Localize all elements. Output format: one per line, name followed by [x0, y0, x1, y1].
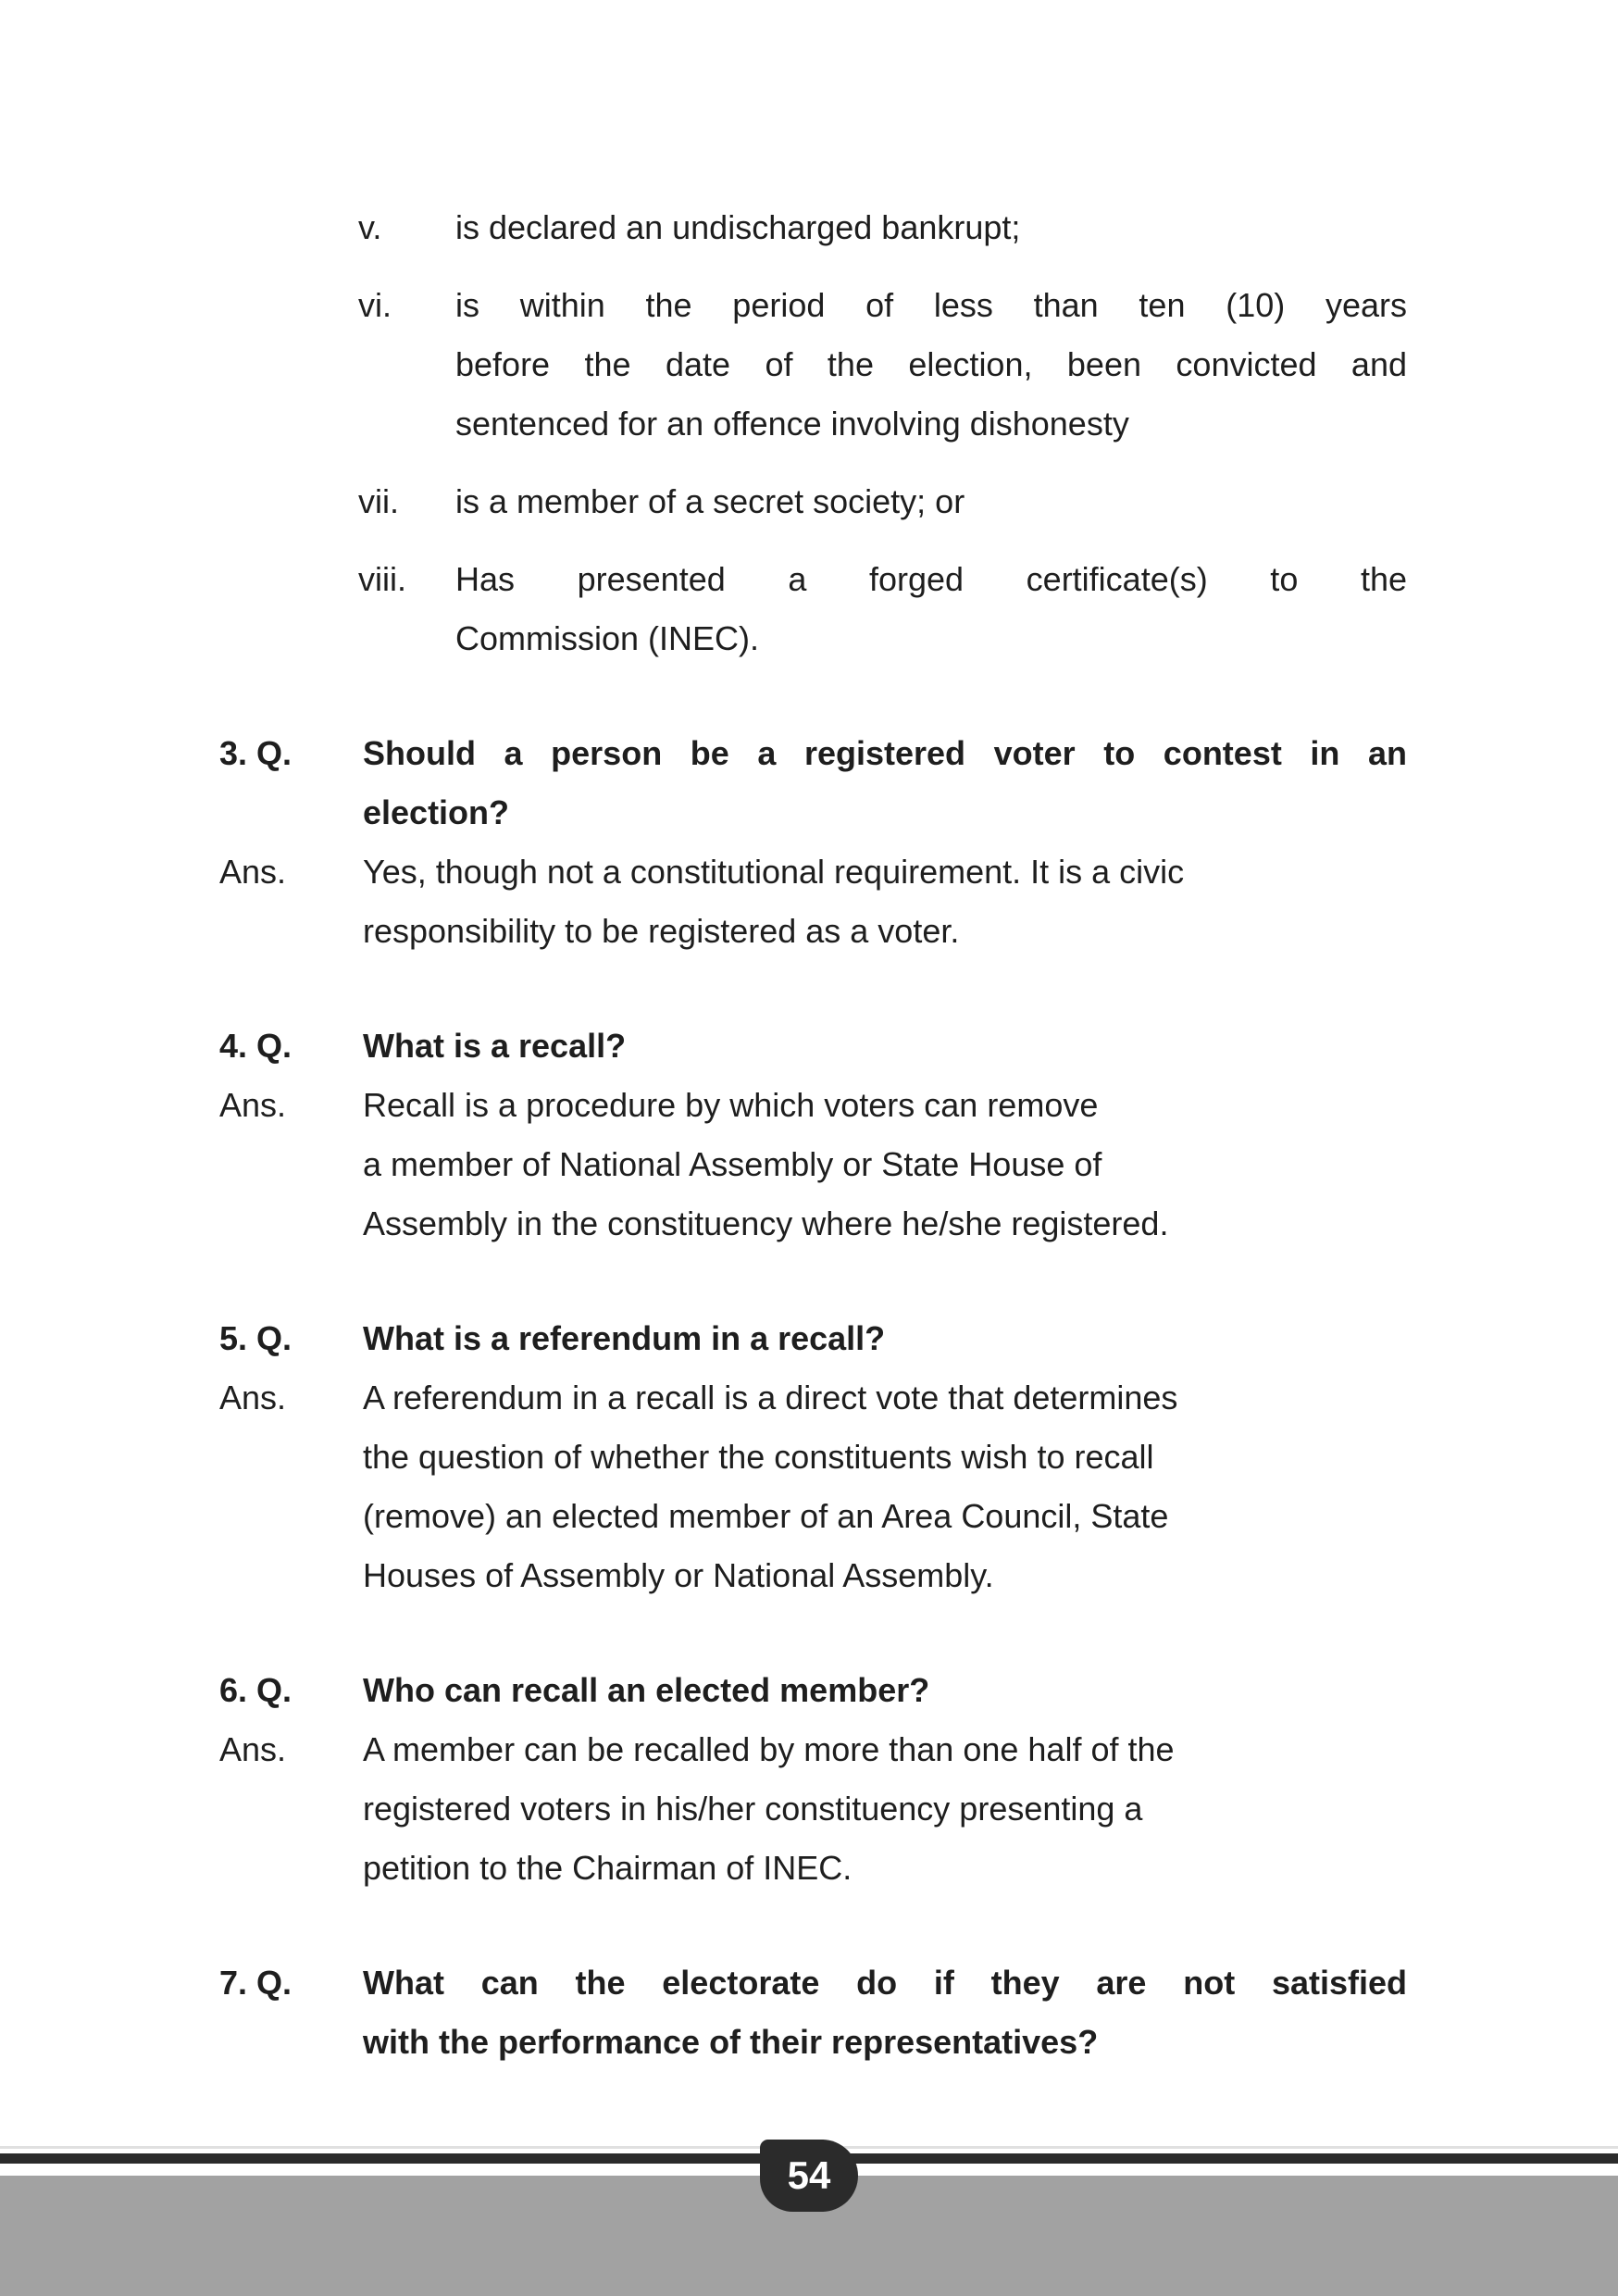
list-item-marker: v.	[358, 208, 382, 246]
answer-line: the question of whether the constituents wish to recall	[363, 1438, 1154, 1476]
list-item-marker: vii.	[358, 482, 399, 520]
list-item	[358, 472, 1407, 531]
list-item-line: Commission (INEC).	[455, 619, 760, 657]
list-item-text	[455, 198, 1407, 257]
list-item	[358, 276, 1407, 454]
question-number: 4. Q.	[219, 1027, 292, 1065]
answer-line: a member of National Assembly or State House of	[363, 1145, 1102, 1183]
question-line: Who can recall an elected member?	[363, 1671, 930, 1709]
answer-line: Yes, though not a constitutional requirement. It is a civic	[363, 853, 1185, 891]
list-item-line: is within the period of less than ten (10) years	[455, 286, 1407, 324]
answer-line: registered voters in his/her constituency presenting a	[363, 1790, 1143, 1828]
answer-row	[219, 1368, 1407, 1605]
question-row	[219, 724, 1407, 842]
question-line: What is a recall?	[363, 1027, 627, 1065]
answer-line: petition to the Chairman of INEC.	[363, 1849, 853, 1887]
list-item-marker: viii.	[358, 560, 406, 598]
disqualification-list	[0, 198, 1407, 668]
question-number: 5. Q.	[219, 1319, 292, 1357]
question-line: What can the electorate do if they are not satisfied	[363, 1964, 1407, 2002]
list-item-text	[455, 472, 1407, 531]
list-item-line: is a member of a secret society; or	[455, 482, 965, 520]
question-text	[363, 1953, 1407, 2072]
answer-text	[363, 842, 1407, 961]
list-item	[358, 550, 1407, 668]
answer-row	[219, 842, 1407, 961]
question-text	[363, 1309, 1407, 1368]
question-row	[219, 1953, 1407, 2072]
answer-label: Ans.	[219, 1379, 287, 1416]
answer-line: Houses of Assembly or National Assembly.	[363, 1556, 994, 1594]
question-line: Should a person be a registered voter to contest in an	[363, 734, 1407, 772]
list-item-line: Has presented a forged certificate(s) to the	[455, 560, 1407, 598]
question-text	[363, 1017, 1407, 1076]
list-item-line: sentenced for an offence involving dishonesty	[455, 405, 1129, 443]
question-row	[219, 1309, 1407, 1368]
answer-line: Assembly in the constituency where he/she registered.	[363, 1204, 1169, 1242]
qa-block	[219, 1661, 1407, 1898]
qa-block	[219, 1953, 1407, 2072]
qa-block	[219, 1017, 1407, 1254]
answer-text	[363, 1076, 1407, 1254]
answer-line: A member can be recalled by more than one half of the	[363, 1730, 1175, 1768]
list-item-marker: vi.	[358, 286, 392, 324]
answer-line: responsibility to be registered as a voter.	[363, 912, 960, 950]
answer-line: (remove) an elected member of an Area Council, State	[363, 1497, 1169, 1535]
answer-text	[363, 1368, 1407, 1605]
question-row	[219, 1661, 1407, 1720]
question-text	[363, 1661, 1407, 1720]
answer-text	[363, 1720, 1407, 1898]
question-number: 3. Q.	[219, 734, 292, 772]
question-line: What is a referendum in a recall?	[363, 1319, 886, 1357]
answer-label: Ans.	[219, 853, 287, 891]
answer-label: Ans.	[219, 1730, 287, 1768]
question-answer-list	[0, 724, 1407, 2072]
answer-label: Ans.	[219, 1086, 287, 1124]
question-number: 6. Q.	[219, 1671, 292, 1709]
question-row	[219, 1017, 1407, 1076]
list-item-text	[455, 276, 1407, 454]
answer-row	[219, 1720, 1407, 1898]
qa-block	[219, 1309, 1407, 1605]
list-item-line: before the date of the election, been convicted and	[455, 345, 1407, 383]
question-line: with the performance of their representatives?	[363, 2023, 1099, 2061]
page-number-badge	[760, 2140, 858, 2212]
answer-line: Recall is a procedure by which voters can remove	[363, 1086, 1099, 1124]
answer-line: A referendum in a recall is a direct vote that determines	[363, 1379, 1178, 1416]
list-item-text	[455, 550, 1407, 668]
question-number: 7. Q.	[219, 1964, 292, 2002]
list-item	[358, 198, 1407, 257]
page-number: 54	[787, 2153, 831, 2197]
qa-block	[219, 724, 1407, 961]
answer-row	[219, 1076, 1407, 1254]
question-text	[363, 724, 1407, 842]
question-line: election?	[363, 793, 510, 831]
page-content	[0, 198, 1407, 2128]
list-item-line: is declared an undischarged bankrupt;	[455, 208, 1021, 246]
